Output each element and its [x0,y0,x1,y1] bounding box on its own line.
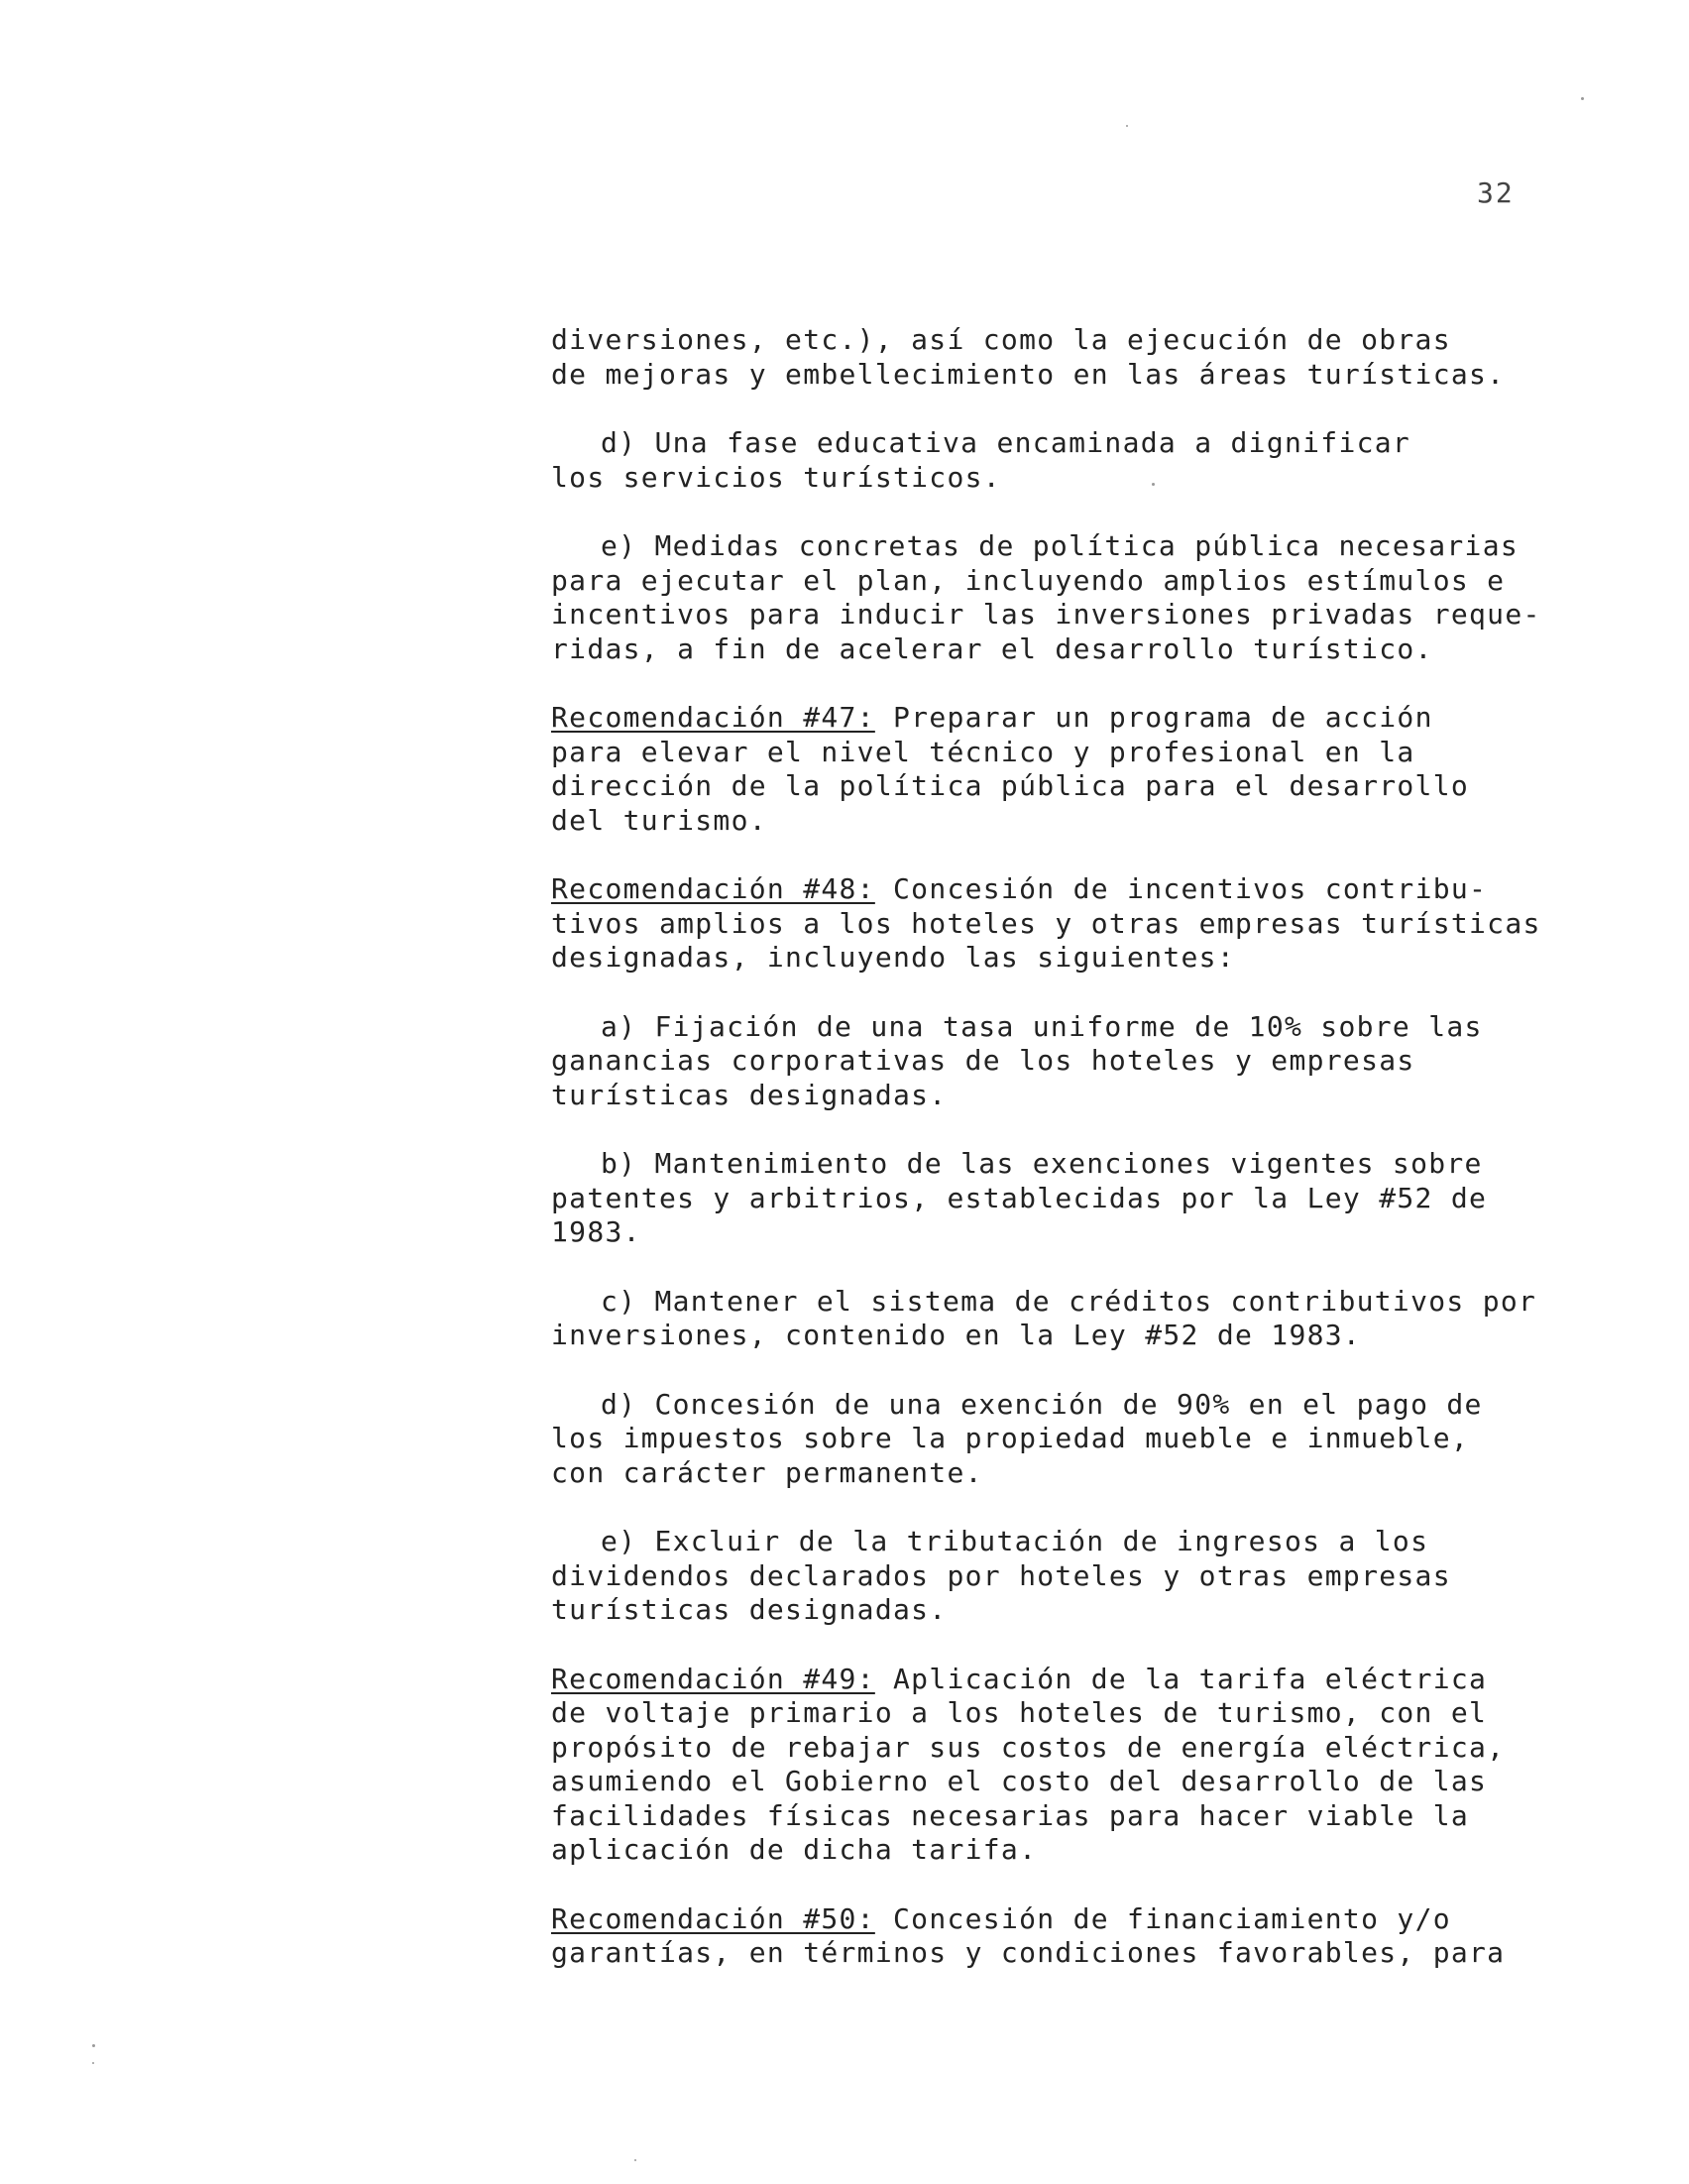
list-item-c-tax-credits: c) Mantener el sistema de créditos contributivos por inversiones, contenido en la Ley #52 de 1983. [551,1284,1537,1351]
scan-speck [1126,125,1128,127]
recommendation-49 [551,1663,1542,1868]
list-item-d-property-tax-exemption: d) Concesión de una exención de 90% en el pago de los impuestos sobre la propiedad mueble e inmueble, con carácter permanente. [551,1387,1483,1489]
paragraph-continuation: diversiones, etc.), así como la ejecución de obras de mejoras y embellecimiento en las áreas turísticas. [551,323,1506,391]
list-item-a-uniform-rate: a) Fijación de una tasa uniforme de 10% sobre las ganancias corporativas de los hoteles y empresas turísticas designadas. [551,1009,1483,1111]
scan-speck [92,2062,94,2064]
recommendation-48-text: Concesión de incentivos contribu- tivos amplios a los hoteles y otras empresas turísticas designadas, incluyendo las siguientes: [551,872,1541,974]
list-item-e-policy-measures: e) Medidas concretas de política pública necesarias para ejecutar el plan, incluyendo amplios estímulos e incentivos para inducir las inversiones privadas reque- ridas, a fin de acelerar el desarrollo turístico. [551,529,1541,665]
list-item-b-exemptions: b) Mantenimiento de las exenciones vigentes sobre patentes y arbitrios, establecidas por la Ley #52 de 1983. [551,1147,1488,1248]
recommendation-48 [551,872,1542,976]
list-item-d-educational-phase: d) Una fase educativa encaminada a dignificar los servicios turísticos. [551,426,1411,494]
recommendation-48-label: Recomendación #48: [551,872,875,905]
list-item-e-dividend-exclusion: e) Excluir de la tributación de ingresos a los dividendos declarados por hoteles y otras empresas turísticas designadas. [551,1525,1451,1626]
recommendation-50-label: Recomendación #50: [551,1901,875,1935]
recommendation-47-label: Recomendación #47: [551,701,875,734]
scan-speck [634,2159,636,2161]
document-body [551,323,1542,2006]
recommendation-49-text: Aplicación de la tarifa eléctrica de voltaje primario a los hoteles de turismo, con el propósito de rebajar sus costos de energía eléctrica, asumiendo el Gobierno el costo del desarrollo de las facilidades físicas necesarias para hacer viable la aplicación de dicha tarifa. [551,1662,1506,1866]
recommendation-49-label: Recomendación #49: [551,1662,875,1695]
scan-speck [92,2044,95,2047]
recommendation-47-text: Preparar un programa de acción para elevar el nivel técnico y profesional en la dirección de la política pública para el desarrollo del turismo. [551,701,1470,837]
recommendation-47 [551,701,1542,838]
scan-speck [1152,483,1155,486]
scan-speck [1581,97,1584,100]
recommendation-50 [551,1902,1542,1971]
recommendation-50-text: Concesión de financiamiento y/o garantías, en términos y condiciones favorables, para [551,1901,1506,1969]
page-number: 32 [1477,176,1515,209]
